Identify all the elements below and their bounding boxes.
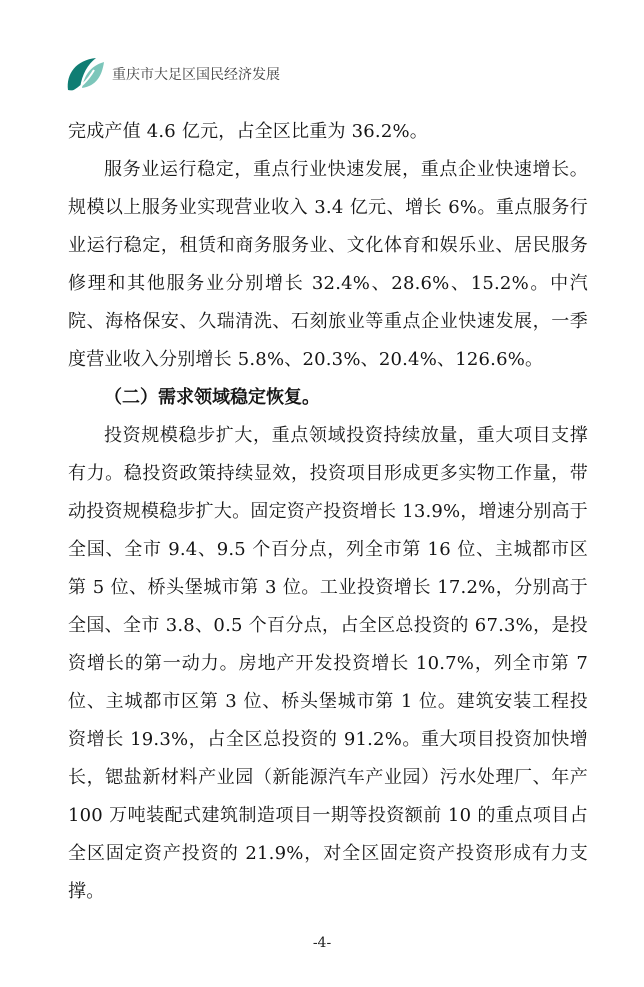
paragraph-continuation: 完成产值 4.6 亿元，占全区比重为 36.2%。 bbox=[68, 121, 428, 142]
document-body bbox=[68, 113, 588, 911]
page-number: -4- bbox=[312, 935, 332, 951]
paragraph-investment: 投资规模稳步扩大，重点领域投资持续放量，重大项目支撑有力。稳投资政策持续显效，投资项目形成更多实物工作量，带动投资规模稳步扩大。固定资产投资增长 13.9%，增速分别高于全国、全市 9.4、9.5 个百分点，列全市第 16 位、主城都市区第 5 位、桥头堡城市第 3 位。工业投资增长 17.2%，分别高于全国、全市 3.8、0.5 个百分点，占全区总投资的 67.3%，是投资增长的第一动力。房地产开发投资增长 10.7%，列全市第 7 位、主城都市区第 3 位、桥头堡城市第 1 位。建筑安装工程投资增长 19.3%，占全区总投资的 91.2%。重大项目投资加快增长，锶盐新材料产业园（新能源汽车产业园）污水处理厂、年产 100 万吨装配式建筑制造项目一期等投资额前 10 的重点项目占全区固定资产投资的 21.9%，对全区固定资产投资形成有力支撑。 bbox=[68, 425, 588, 902]
header-title: 重庆市大足区国民经济发展 bbox=[112, 67, 280, 83]
section-heading: （二）需求领域稳定恢复。 bbox=[104, 387, 320, 408]
document-header bbox=[62, 52, 602, 98]
paragraph-services: 服务业运行稳定，重点行业快速发展，重点企业快速增长。规模以上服务业实现营业收入 3.4 亿元、增长 6%。重点服务行业运行稳定，租赁和商务服务业、文化体育和娱乐业、居民服务修理和其他服务业分别增长 32.4%、28.6%、15.2%。中汽院、海格保安、久瑞清洗、石刻旅业等重点企业快速发展，一季度营业收入分别增长 5.8%、20.3%、20.4%、126.6%。 bbox=[68, 159, 588, 370]
leaf-logo-icon bbox=[62, 52, 108, 98]
